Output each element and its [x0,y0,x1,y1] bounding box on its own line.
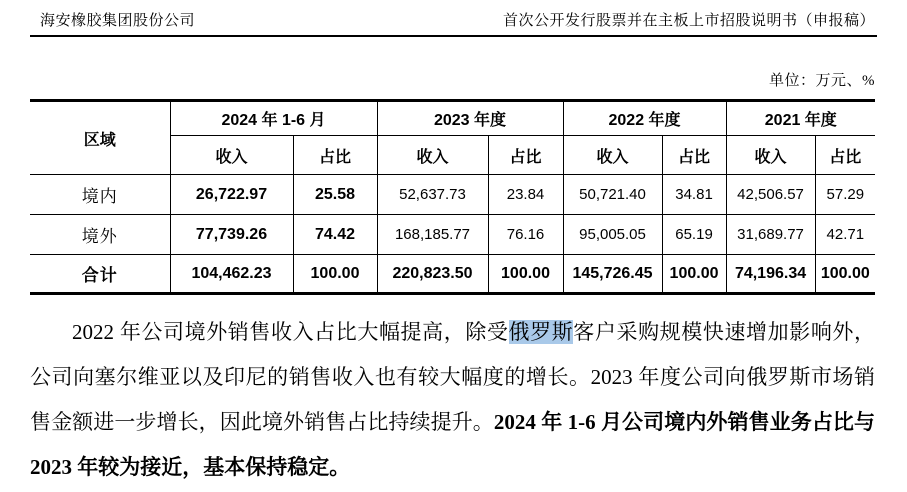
subheader-2022-share: 占比 [662,136,726,175]
col-group-2022: 2022 年度 [563,101,726,136]
cell-value: 23.84 [488,175,563,215]
cell-value: 31,689.77 [726,215,815,255]
col-group-2023: 2023 年度 [377,101,563,136]
cell-value: 100.00 [662,255,726,294]
document-title: 首次公开发行股票并在主板上市招股说明书（申报稿） [502,13,875,29]
subheader-2023-share: 占比 [488,136,563,175]
table-row-overseas [30,215,875,255]
cell-value: 100.00 [815,255,875,294]
selected-text-highlight: 俄罗斯 [508,320,574,344]
paragraph-segment: 2022 年公司境外销售收入占比大幅提高，除受 [72,320,509,344]
region-column-header: 区域 [30,101,170,175]
cell-value: 95,005.05 [563,215,662,255]
subheader-2024-revenue: 收入 [170,136,293,175]
cell-value: 34.81 [662,175,726,215]
cell-value: 220,823.50 [377,255,488,294]
col-group-2024h1: 2024 年 1-6 月 [170,101,377,136]
subheader-2022-revenue: 收入 [563,136,662,175]
cell-value: 74.42 [293,215,377,255]
running-header [0,0,907,30]
subheader-2023-revenue: 收入 [377,136,488,175]
analysis-paragraph [30,310,875,490]
cell-value: 100.00 [293,255,377,294]
cell-value: 57.29 [815,175,875,215]
region-label: 境内 [30,175,170,215]
subheader-2021-share: 占比 [815,136,875,175]
cell-value: 42.71 [815,215,875,255]
cell-value: 26,722.97 [170,175,293,215]
table-header-group-row [30,101,875,136]
cell-value: 65.19 [662,215,726,255]
cell-value: 52,637.73 [377,175,488,215]
header-divider [30,35,877,37]
cell-value: 50,721.40 [563,175,662,215]
region-label: 境外 [30,215,170,255]
cell-value: 42,506.57 [726,175,815,215]
cell-value: 77,739.26 [170,215,293,255]
paragraph-segment: 客户采购规模快速增加影响外，公司向塞尔维亚以及印尼的销售收入也有较大幅度的增长。2023 年度公司向俄罗斯市场销售金额进一步增长，因此境外销售占比持续提升。 [30,320,876,434]
table-row-domestic [30,175,875,215]
cell-value: 25.58 [293,175,377,215]
col-group-2021: 2021 年度 [726,101,875,136]
revenue-by-region-table [30,99,875,295]
cell-value: 168,185.77 [377,215,488,255]
cell-value: 100.00 [488,255,563,294]
paragraph-segment-bold: 2024 年 1-6 月公司境内外销售业务占比与 2023 年较为接近，基本保持稳定。 [30,410,876,479]
region-label: 合计 [30,255,170,294]
cell-value: 76.16 [488,215,563,255]
cell-value: 74,196.34 [726,255,815,294]
subheader-2021-revenue: 收入 [726,136,815,175]
unit-note: 单位：万元、% [769,73,875,89]
cell-value: 104,462.23 [170,255,293,294]
subheader-2024-share: 占比 [293,136,377,175]
company-name: 海安橡胶集团股份公司 [40,13,196,29]
cell-value: 145,726.45 [563,255,662,294]
table-row-total [30,255,875,294]
